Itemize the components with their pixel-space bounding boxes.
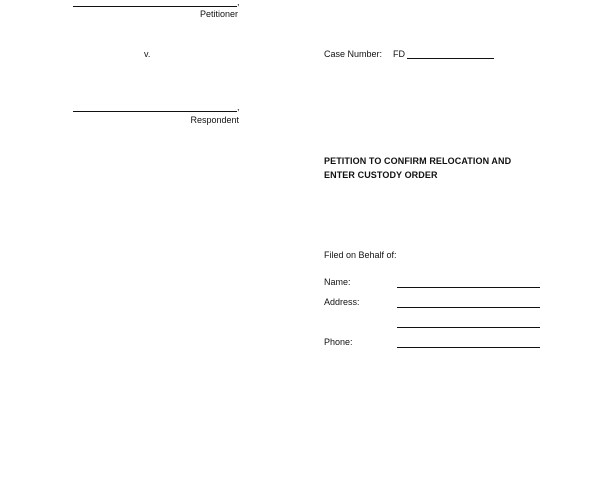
respondent-label: Respondent (190, 115, 239, 125)
case-number-label: Case Number: (324, 49, 383, 59)
petitioner-name-line[interactable] (73, 6, 237, 7)
versus-label: v. (144, 49, 151, 59)
address-label: Address: (324, 297, 360, 307)
document-title-line-1: PETITION TO CONFIRM RELOCATION AND (324, 156, 512, 166)
filed-on-behalf-heading: Filed on Behalf of: (324, 250, 397, 260)
case-number-prefix: FD (393, 49, 405, 59)
respondent-line-comma: , (237, 102, 240, 112)
address-line-1[interactable] (397, 307, 540, 308)
respondent-name-line[interactable] (73, 111, 237, 112)
address-line-2[interactable] (397, 327, 540, 328)
name-line[interactable] (397, 287, 540, 288)
name-label: Name: (324, 277, 351, 287)
phone-line[interactable] (397, 347, 540, 348)
phone-label: Phone: (324, 337, 353, 347)
petitioner-line-comma: , (237, 0, 240, 7)
document-title (324, 154, 511, 182)
petitioner-label: Petitioner (199, 9, 238, 19)
case-number-line[interactable] (407, 58, 494, 59)
document-title-line-2: ENTER CUSTODY ORDER (324, 170, 438, 180)
